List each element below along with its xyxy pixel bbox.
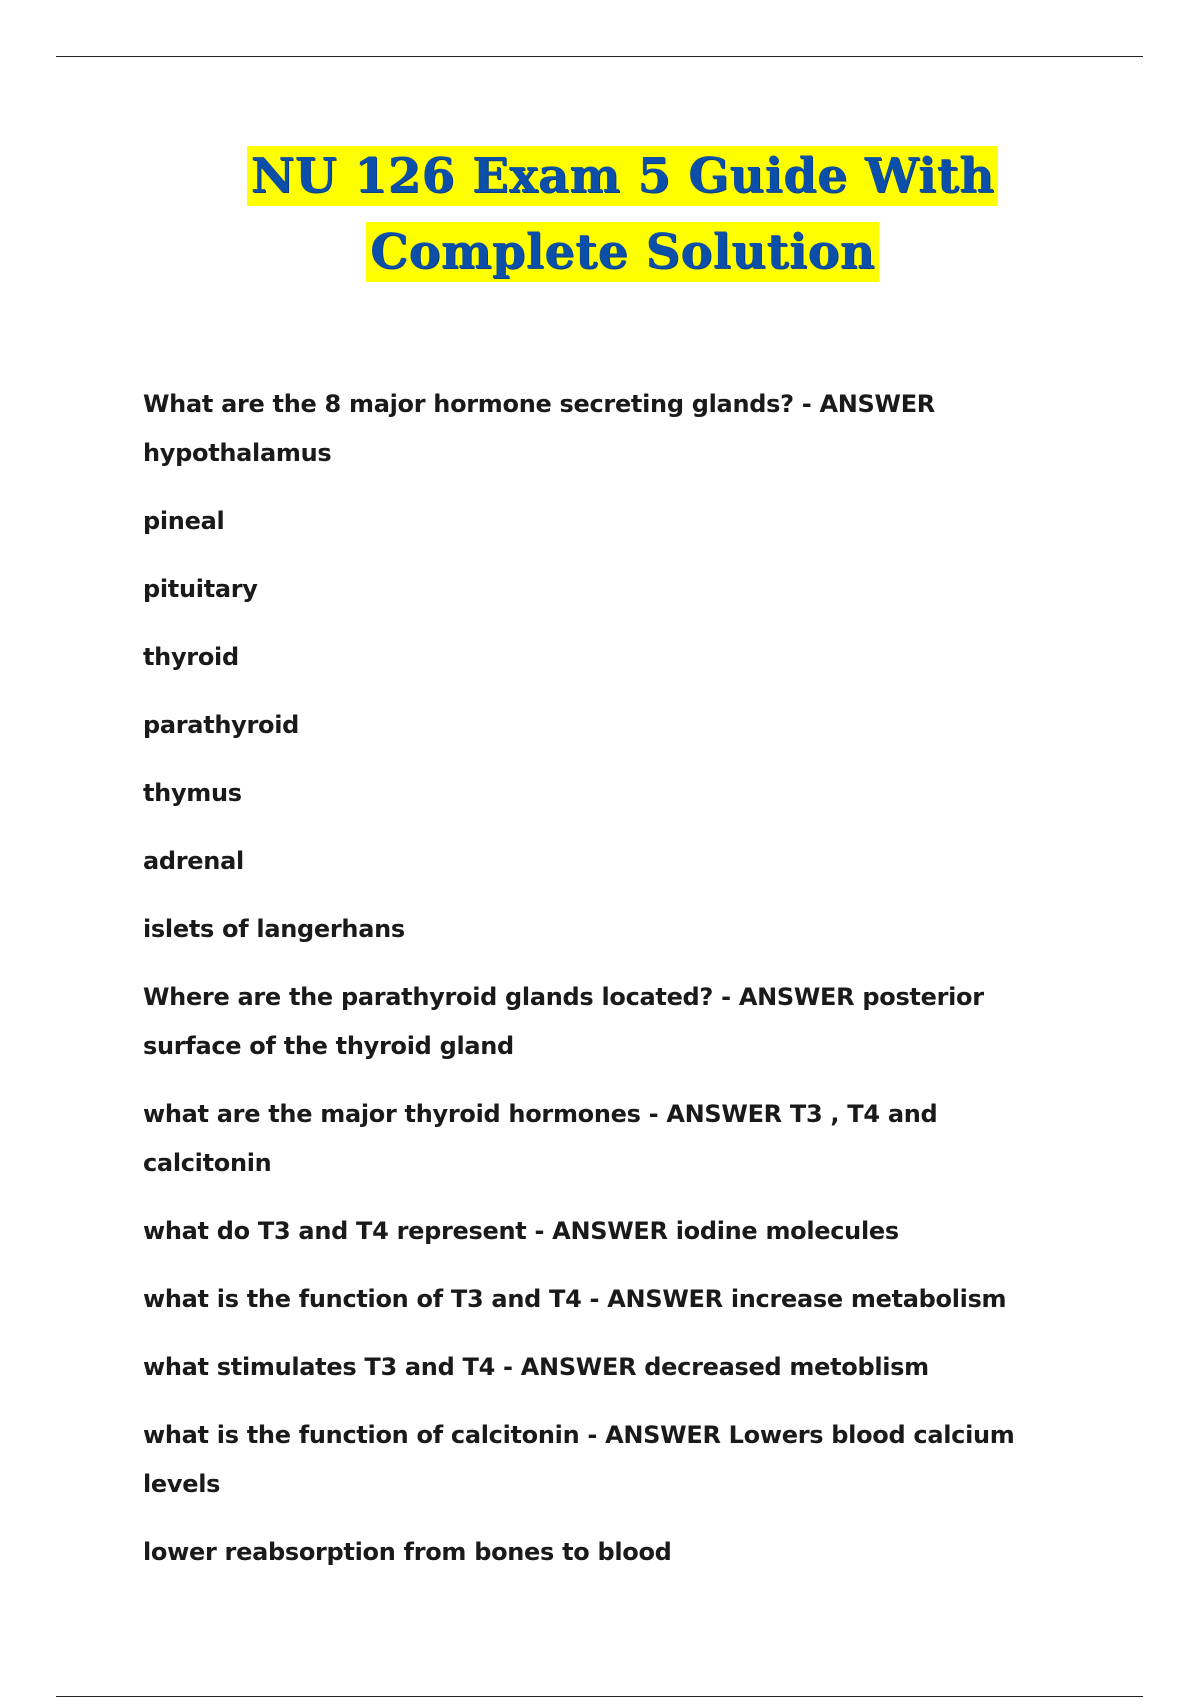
qa-calcitonin-continued: lower reabsorption from bones to blood	[143, 1538, 672, 1566]
qa-t3-t4-represent: what do T3 and T4 represent - ANSWER iodine molecules	[143, 1217, 899, 1245]
list-item: adrenal	[143, 847, 244, 875]
list-item: islets of langerhans	[143, 915, 405, 943]
qa-calcitonin-function: what is the function of calcitonin - ANSWER Lowers blood calcium levels	[143, 1421, 1015, 1498]
header-divider	[56, 56, 1143, 57]
document-body	[143, 380, 1063, 1596]
qa-thyroid-hormones: what are the major thyroid hormones - ANSWER T3 , T4 and calcitonin	[143, 1100, 938, 1177]
qa-t3-t4-function: what is the function of T3 and T4 - ANSWER increase metabolism	[143, 1285, 1007, 1313]
list-item: thyroid	[143, 643, 239, 671]
title-line-1: NU 126 Exam 5 Guide With	[247, 146, 999, 206]
qa-question-glands: What are the 8 major hormone secreting glands? - ANSWER hypothalamus	[143, 390, 935, 467]
list-item: pituitary	[143, 575, 258, 603]
title-line-2: Complete Solution	[366, 222, 879, 282]
footer-divider	[56, 1696, 1143, 1697]
document-title	[0, 138, 1200, 290]
qa-t3-t4-stimulus: what stimulates T3 and T4 - ANSWER decreased metoblism	[143, 1353, 929, 1381]
list-item: thymus	[143, 779, 242, 807]
qa-parathyroid-location: Where are the parathyroid glands located? - ANSWER posterior surface of the thyroid gland	[143, 983, 984, 1060]
list-item: pineal	[143, 507, 225, 535]
list-item: parathyroid	[143, 711, 300, 739]
